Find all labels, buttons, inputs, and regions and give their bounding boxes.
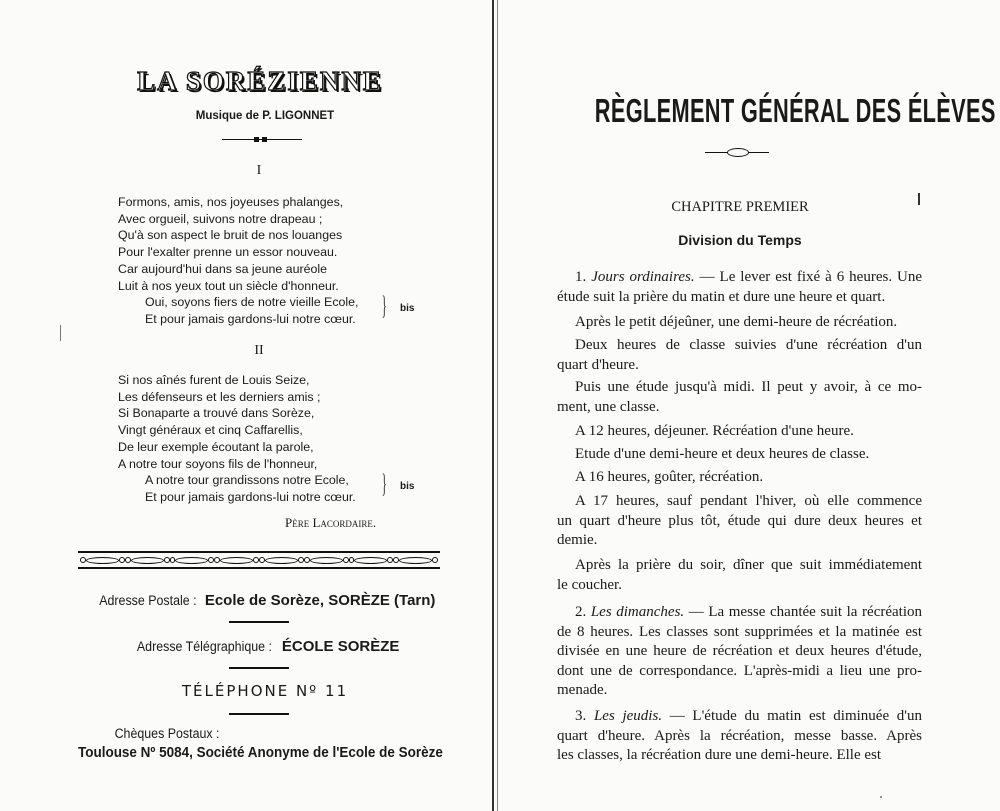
regulation-paragraph — [557, 268, 922, 307]
title-ornament-knot — [727, 148, 749, 157]
border-oval — [265, 557, 298, 564]
paragraph-line: Puis une étude jusqu'à midi. Il peut y avoir, à ce mo- — [575, 379, 922, 395]
verse-line: Si Bonaparte a trouvé dans Sorèze, — [118, 406, 315, 421]
separator-rule — [229, 713, 289, 715]
article-text: — La messe chantée suit la récréation — [688, 604, 923, 620]
scan-mark — [60, 325, 61, 341]
verse-line: Les défenseurs et les derniers amis ; — [118, 389, 321, 404]
cheques-label-text: Chèques Postaux : — [114, 726, 220, 741]
paragraph-line: le coucher. — [557, 576, 622, 593]
regulation-paragraph — [557, 422, 922, 442]
page-gutter-shadow — [497, 0, 498, 811]
postal-address-value: Ecole de Sorèze, SORÈZE (Tarn) — [204, 592, 436, 609]
repeat-mark: bis — [400, 303, 415, 314]
verse-line: Si nos aînés furent de Louis Seize, — [118, 373, 310, 387]
refrain-brace: } — [381, 291, 387, 320]
scan-mark — [918, 193, 920, 205]
verse-line: Vingt généraux et cinq Caffarellis, — [118, 423, 303, 438]
scan-speck — [880, 796, 882, 798]
paragraph-line: les classes, la récréation dure une demi-heure. Elle est — [557, 747, 882, 763]
verse-line: Qu'à son aspect le bruit de nos louanges — [118, 228, 343, 243]
border-oval — [220, 557, 253, 564]
regulation-title: RÈGLEMENT GÉNÉRAL DES ÉLÈVES — [594, 92, 996, 129]
section-heading: Division du Temps — [678, 232, 802, 248]
regulation-paragraph — [557, 603, 922, 701]
paragraph-line: Deux heures de classe suivies d'une récréation d'un — [575, 337, 922, 353]
paragraph-line — [557, 707, 922, 727]
verse-line: Car aujourd'hui dans sa jeune auréole — [118, 261, 328, 276]
song-composer: Musique de P. LIGONNET — [195, 110, 335, 122]
regulation-paragraph — [557, 492, 922, 551]
stanza-numeral: I — [256, 163, 262, 178]
verse-line: Pour l'exalter prenne un essor nouveau. — [118, 245, 338, 260]
telegraph-address-value: ÉCOLE SORÈZE — [281, 638, 400, 655]
border-oval — [131, 557, 164, 564]
stanza-1 — [118, 194, 359, 328]
paragraph-line: dont une de correspondance. L'après-midi a lieu une pro- — [557, 662, 922, 679]
ornament-dot — [254, 137, 259, 142]
verse-line: Luit à nos yeux tout un siècle d'honneur. — [118, 278, 339, 293]
paragraph-line: menade. — [557, 682, 608, 698]
refrain-line: Et pour jamais gardons-lui notre cœur. — [145, 311, 356, 326]
refrain-line: Oui, soyons fiers de notre vieille Ecole, — [145, 295, 359, 310]
border-ring — [298, 557, 304, 563]
border-oval — [310, 557, 343, 564]
separator-rule — [229, 667, 289, 669]
paragraph-line — [557, 268, 922, 288]
border-oval — [86, 557, 119, 564]
paragraph-line: ment, une classe. — [557, 398, 660, 415]
article-heading: Les jeudis. — [593, 708, 663, 724]
regulation-paragraph — [557, 313, 922, 333]
stanza-2 — [118, 372, 356, 506]
regulation-paragraph — [557, 445, 922, 465]
repeat-mark: bis — [400, 481, 415, 492]
paragraph-line: quart d'heure. — [557, 356, 639, 373]
regulation-paragraph — [557, 556, 922, 595]
separator-rule — [229, 621, 289, 623]
verse-line: De leur exemple écoutant la parole, — [118, 439, 314, 454]
paragraph-line: A 12 heures, déjeuner. Récréation d'une heure. — [575, 423, 854, 439]
border-ring — [119, 557, 125, 563]
paragraph-line: Après le petit déjeûner, une demi-heure de récréation. — [575, 314, 898, 330]
telegraph-address-label: Adresse Télégraphique : — [136, 639, 272, 654]
verse-line: Avec orgueil, suivons notre drapeau ; — [118, 211, 323, 226]
article-heading: Les dimanches. — [590, 604, 685, 620]
paragraph-line — [557, 603, 922, 623]
verse-line: A notre tour soyons fils de l'honneur, — [118, 456, 318, 471]
decorative-border — [78, 551, 440, 569]
cheques-account — [78, 744, 458, 762]
article-text: — Le lever est fixé à 6 heures. Une — [699, 269, 923, 285]
ornament-dot — [262, 137, 267, 142]
refrain-brace: } — [381, 469, 387, 498]
paragraph-line: de 8 heures. Les classes sont supprimées et la matinée est — [557, 623, 922, 640]
paragraph-line: un quart d'heure plus tôt, étude qui dure deux heures et — [557, 512, 922, 529]
border-ring — [164, 557, 170, 563]
paragraph-line: divisée en une heure de récréation et deux heures d'étude, — [557, 643, 922, 659]
cheques-account-text: Toulouse Nº 5084, Société Anonyme de l'Ecole de Sorèze — [78, 745, 443, 761]
refrain-line: A notre tour grandissons notre Ecole, — [145, 473, 349, 488]
verse-line: Formons, amis, nos joyeuses phalanges, — [118, 195, 344, 209]
cheques-label — [110, 725, 224, 743]
article-number: 1. — [575, 269, 592, 285]
border-oval — [354, 557, 387, 564]
paragraph-line: A 17 heures, sauf pendant l'hiver, où elle commence — [575, 493, 922, 509]
postal-address — [60, 592, 470, 610]
telephone-number: TÉLÉPHONE Nº 11 — [181, 682, 349, 700]
article-heading: Jours ordinaires. — [591, 269, 695, 285]
paragraph-line: étude suit la prière du matin et dure une heure et quart. — [557, 288, 886, 305]
article-number: 3. — [575, 708, 594, 724]
stanza-numeral: II — [254, 343, 264, 358]
paragraph-line: A 16 heures, goûter, récréation. — [575, 469, 764, 485]
paragraph-line: demie. — [557, 532, 598, 548]
border-ring — [259, 557, 265, 563]
regulation-paragraph — [557, 707, 922, 766]
border-ring — [343, 557, 349, 563]
chapter-heading: CHAPITRE PREMIER — [671, 199, 809, 215]
border-ring — [80, 557, 86, 563]
paragraph-line: quart d'heure. Après la récréation, messe basse. Après — [557, 727, 922, 744]
author-signature: Père Lacordaire. — [285, 515, 377, 530]
paragraph-line: Après la prière du soir, dîner que suit immédiatement — [575, 557, 922, 573]
song-title: LA SORÉZIENNE — [137, 66, 383, 96]
article-number: 2. — [575, 604, 591, 620]
postal-address-label: Adresse Postale : — [98, 593, 197, 608]
border-ring — [432, 557, 438, 563]
border-oval — [399, 557, 432, 564]
refrain-line: Et pour jamais gardons-lui notre cœur. — [145, 489, 356, 504]
regulation-paragraph — [557, 336, 922, 375]
border-oval — [175, 557, 208, 564]
page-gutter — [492, 0, 494, 811]
border-ring — [304, 557, 310, 563]
paragraph-line: Etude d'une demi-heure et deux heures de classe. — [575, 446, 870, 462]
regulation-paragraph — [557, 468, 922, 488]
article-text: — L'étude du matin est diminuée d'un — [669, 708, 923, 724]
border-ring — [125, 557, 131, 563]
telegraph-address — [60, 638, 470, 656]
regulation-paragraph — [557, 378, 922, 417]
